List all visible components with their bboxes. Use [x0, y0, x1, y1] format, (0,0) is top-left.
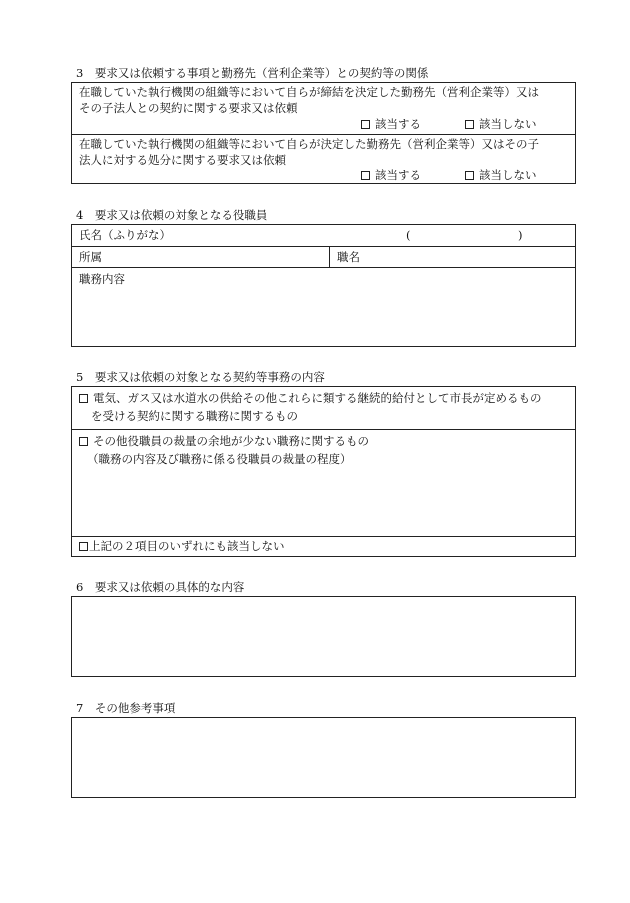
section4-table	[71, 224, 576, 347]
disposition-not-applicable-option[interactable]	[465, 168, 537, 183]
contract-row-text-line1: 在職していた執行機関の組織等において自らが締結を決定した勤務先（営利企業等）又は	[79, 85, 539, 99]
section3-disposition-row	[72, 134, 575, 183]
contract-applicable-option[interactable]	[361, 117, 421, 132]
checkbox-icon[interactable]	[79, 542, 88, 551]
section5-heading: 5 要求又は依頼の対象となる契約等事務の内容	[76, 370, 325, 384]
affiliation-position-row	[72, 246, 575, 267]
section7-heading: 7 その他参考事項	[76, 701, 176, 715]
furigana-paren-open: (	[406, 228, 411, 242]
contract-row-text-line2: その子法人との契約に関する要求又は依頼	[79, 101, 298, 115]
name-row[interactable]	[72, 225, 575, 246]
low-discretion-option[interactable]	[79, 434, 369, 449]
section5-option2-row[interactable]	[72, 429, 575, 536]
utility-contract-text-line1: 電気、ガス又は水道水の供給その他これらに類する継続的給付として市長が定めるもの	[93, 391, 542, 405]
position-label: 職名	[337, 250, 360, 264]
none-applicable-text: 上記の２項目のいずれにも該当しない	[89, 539, 285, 553]
checkbox-icon[interactable]	[79, 394, 88, 403]
name-label: 氏名（ふりがな）	[79, 228, 171, 242]
affiliation-label: 所属	[79, 250, 102, 264]
checkbox-icon[interactable]	[465, 120, 474, 129]
section5-option1-row[interactable]	[72, 387, 575, 429]
contract-not-applicable-label: 該当しない	[479, 117, 537, 131]
checkbox-icon[interactable]	[361, 171, 370, 180]
duties-label: 職務内容	[79, 272, 125, 286]
column-divider	[329, 247, 330, 267]
section5-option3-row[interactable]	[72, 536, 575, 556]
section5-table	[71, 386, 576, 557]
disposition-applicable-option[interactable]	[361, 168, 421, 183]
checkbox-icon[interactable]	[465, 171, 474, 180]
disposition-row-text-line2: 法人に対する処分に関する要求又は依頼	[79, 153, 286, 167]
section3-table	[71, 82, 576, 184]
contract-applicable-label: 該当する	[375, 117, 421, 131]
section6-heading: 6 要求又は依頼の具体的な内容	[76, 580, 245, 594]
disposition-applicable-label: 該当する	[375, 168, 421, 182]
utility-contract-option[interactable]	[79, 391, 542, 406]
checkbox-icon[interactable]	[79, 437, 88, 446]
low-discretion-text-line2: （職務の内容及び職務に係る役職員の裁量の程度）	[87, 452, 352, 466]
other-reference-field[interactable]	[71, 717, 576, 798]
furigana-paren-close: )	[518, 228, 523, 242]
section3-heading: 3 要求又は依頼する事項と勤務先（営利企業等）との契約等の関係	[76, 66, 429, 80]
low-discretion-text-line1: その他役職員の裁量の余地が少ない職務に関するもの	[93, 434, 369, 448]
specific-content-field[interactable]	[71, 596, 576, 677]
disposition-not-applicable-label: 該当しない	[479, 168, 537, 182]
checkbox-icon[interactable]	[361, 120, 370, 129]
contract-not-applicable-option[interactable]	[465, 117, 537, 132]
section3-contract-row	[72, 83, 575, 134]
utility-contract-text-line2: を受ける契約に関する職務に関するもの	[91, 409, 298, 423]
disposition-row-text-line1: 在職していた執行機関の組織等において自らが決定した勤務先（営利企業等）又はその子	[79, 137, 539, 151]
none-applicable-option[interactable]	[79, 539, 285, 554]
duties-row[interactable]	[72, 267, 575, 346]
section4-heading: 4 要求又は依頼の対象となる役職員	[76, 208, 268, 222]
